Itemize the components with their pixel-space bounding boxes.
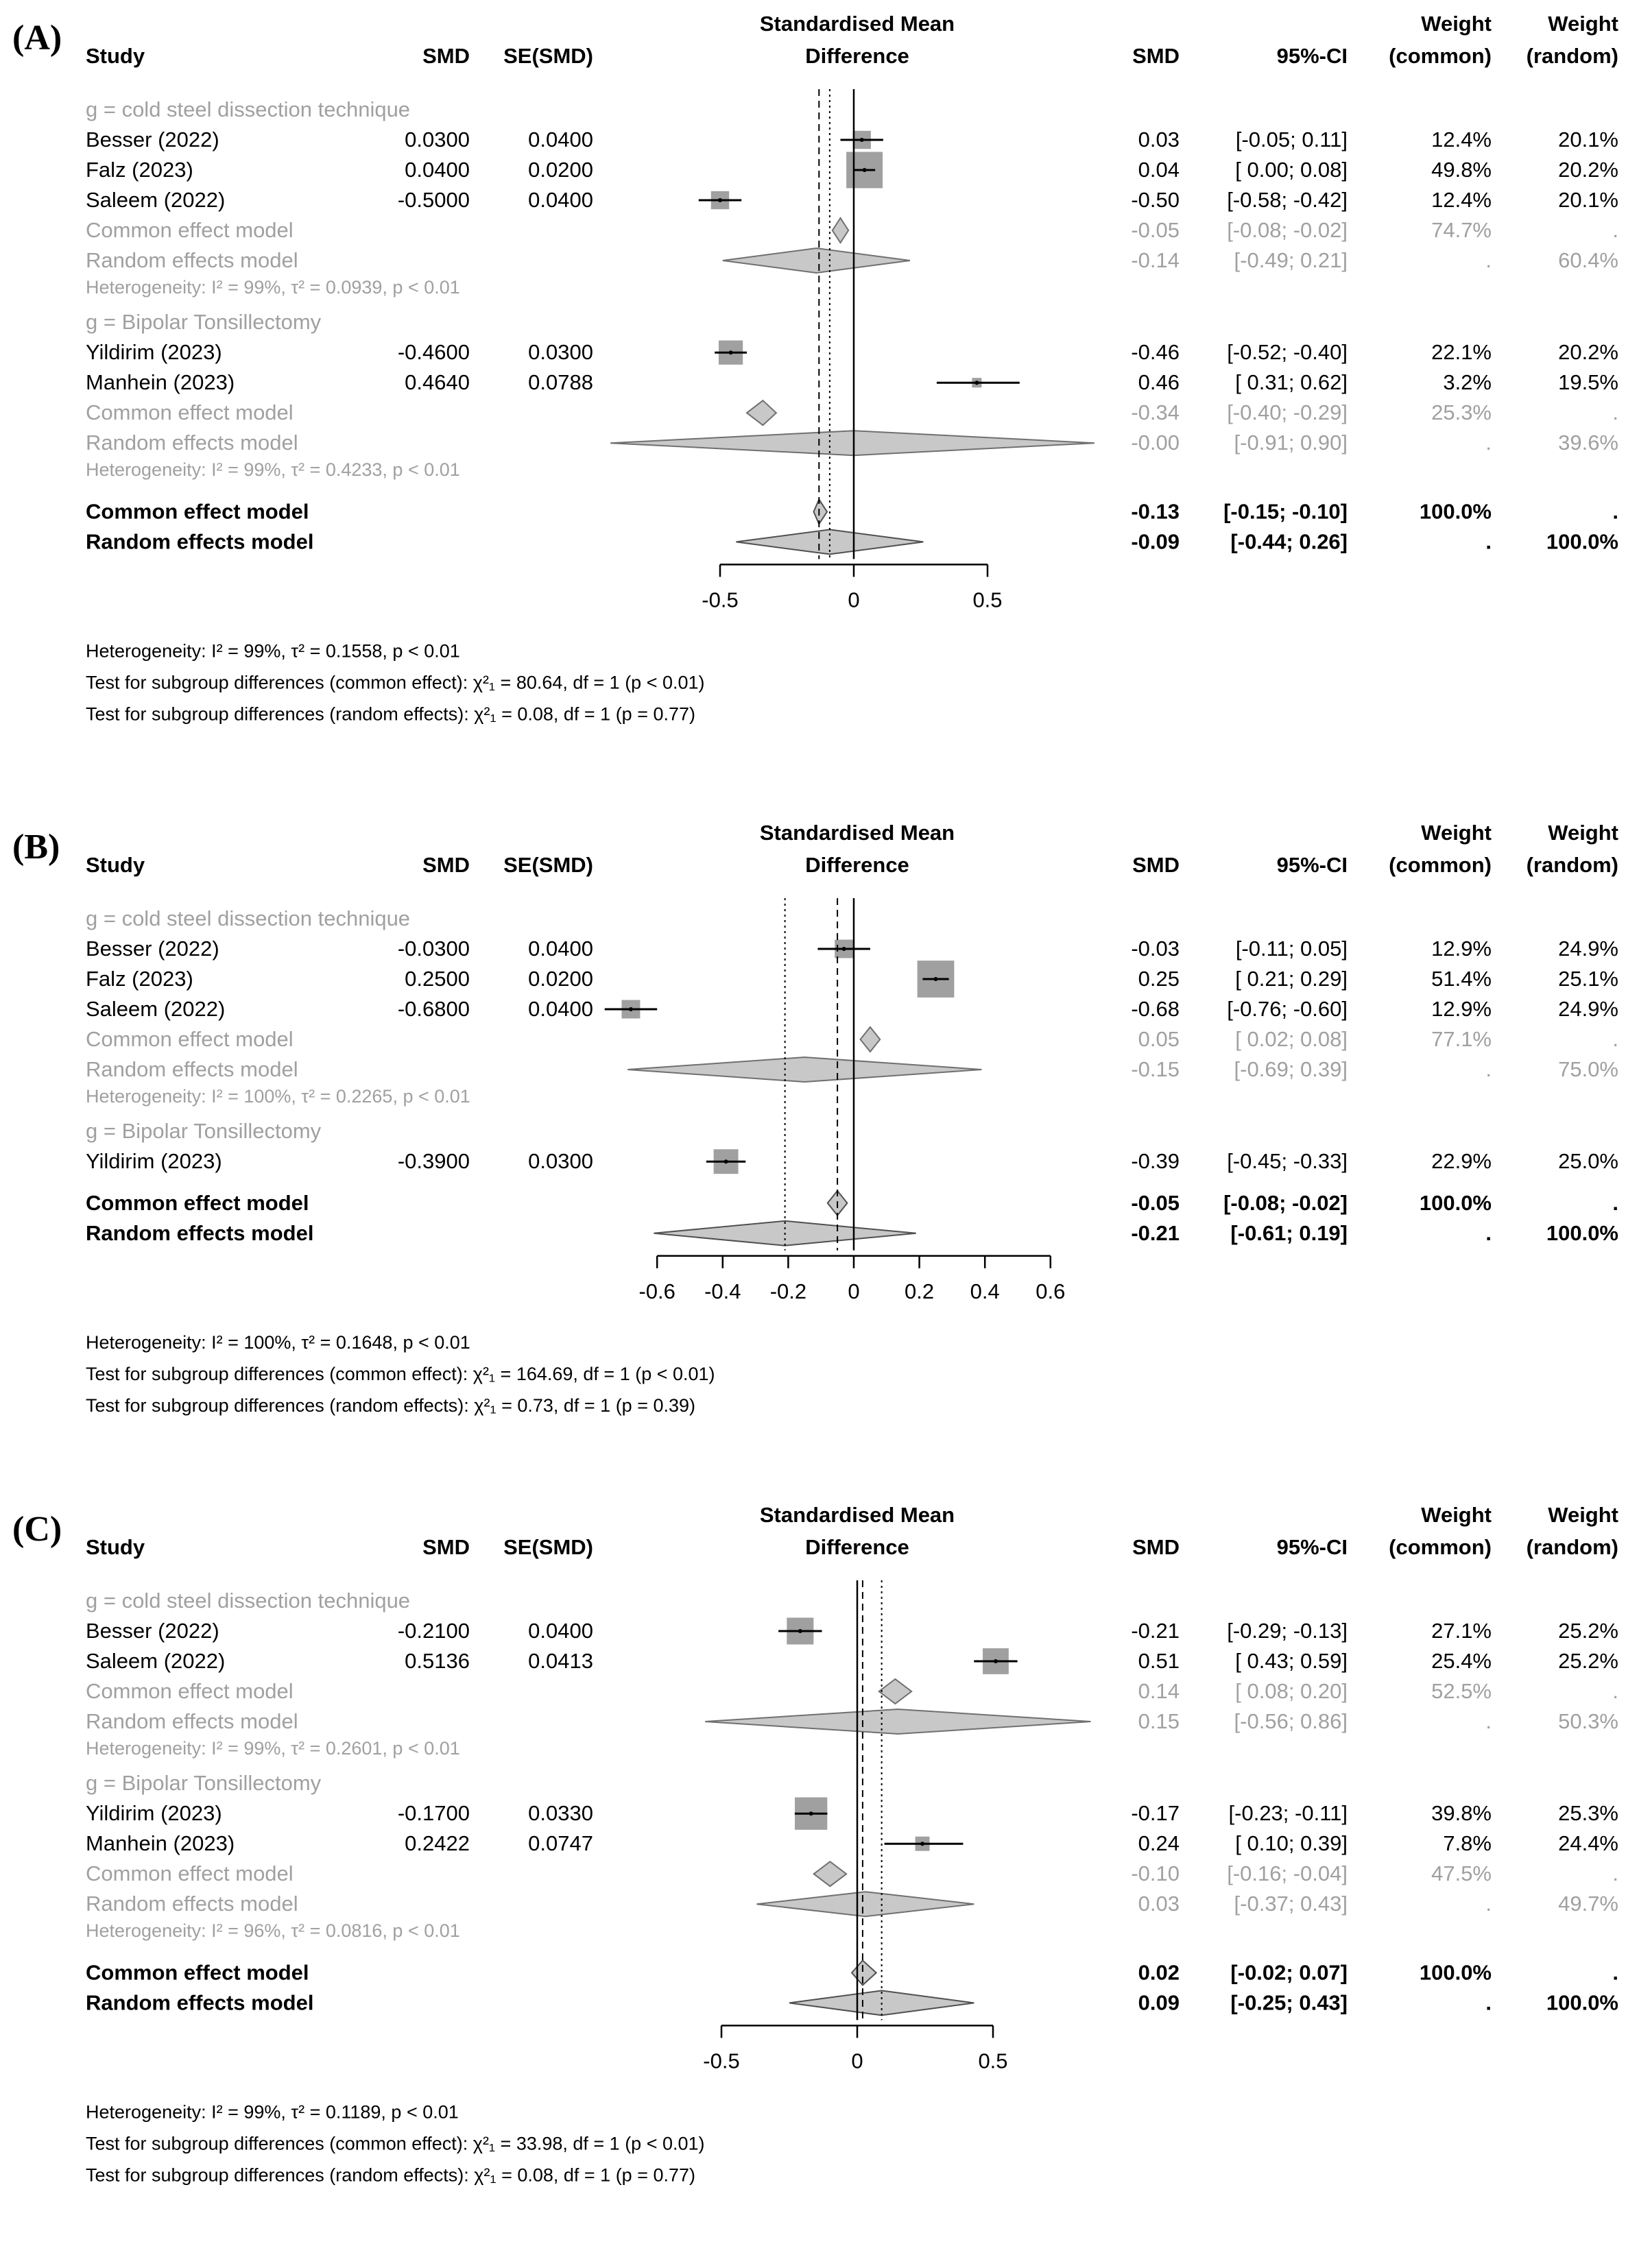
summary-diamond [852,1960,876,1985]
forest-panel-a [12,12,1618,724]
ci-value: [-0.52; -0.40] [1227,340,1348,365]
footer-line: Heterogeneity: I² = 99%, τ² = 0.1189, p < 0.01 [86,2101,459,2123]
ci-value: [-0.23; -0.11] [1228,1801,1348,1826]
subgroup-title: g = cold steel dissection technique [86,97,411,121]
ci-value: [ 0.21; 0.29] [1235,967,1348,991]
ci-value: [-0.02; 0.07] [1230,1960,1348,1985]
x-axis-tick-label: -0.4 [704,1279,741,1303]
study-point [860,138,864,142]
ci-value: [ 0.00; 0.08] [1235,158,1348,182]
subgroup-common-label: Common effect model [86,218,294,242]
study-name: Saleem (2022) [86,188,226,212]
footer-line: Heterogeneity: I² = 100%, τ² = 0.1648, p < 0.01 [86,1331,470,1353]
weight-common-value: 47.5% [1431,1861,1492,1886]
study-smd: -0.3900 [397,1149,470,1174]
subgroup-common-label: Common effect model [86,1861,294,1886]
estimate-value: -0.15 [1131,1057,1180,1081]
weight-common-value: 25.4% [1431,1649,1492,1673]
overall-random-label: Random effects model [86,1220,314,1245]
weight-common-value: 7.8% [1443,1831,1492,1856]
header-weight-random: Weight [1548,12,1618,36]
estimate-value: -0.21 [1131,1220,1180,1245]
study-se: 0.0747 [528,1831,593,1856]
weight-random-value: 25.3% [1558,1801,1618,1826]
ci-value: [ 0.10; 0.39] [1235,1831,1348,1856]
header-smd-estimate: SMD [1132,1535,1180,1559]
estimate-value: -0.09 [1131,529,1180,554]
study-se: 0.0400 [528,1619,593,1643]
ci-value: [-0.37; 0.43] [1234,1892,1348,1916]
weight-common-value: 49.8% [1431,158,1492,182]
estimate-value: 0.25 [1138,967,1180,991]
weight-common-value: . [1485,1709,1492,1733]
header-weight-common: Weight [1421,821,1492,845]
ci-value: [-0.05; 0.11] [1235,128,1348,152]
footer-line: Test for subgroup differences (random effects): χ²₁ = 0.08, df = 1 (p = 0.77) [86,2164,696,2186]
ci-value: [-0.56; 0.86] [1234,1709,1348,1733]
ci-value: [-0.11; 0.05] [1235,937,1348,961]
overall-random-label: Random effects model [86,1990,314,2015]
weight-random-value: 24.9% [1558,937,1618,961]
summary-diamond [627,1057,981,1082]
weight-common-value: 22.1% [1431,340,1492,365]
estimate-value: 0.04 [1138,158,1180,182]
estimate-value: -0.50 [1131,188,1180,212]
ci-value: [-0.58; -0.42] [1227,188,1348,212]
x-axis-tick-label: -0.5 [702,588,739,612]
header-weight-random: (random) [1526,44,1618,68]
study-point [974,381,979,385]
weight-common-value: 12.9% [1431,937,1492,961]
header-study: Study [86,1535,145,1559]
footer-line: Heterogeneity: I² = 99%, τ² = 0.1558, p < 0.01 [86,640,460,662]
weight-common-value: . [1485,431,1492,455]
study-smd: 0.4640 [405,370,470,395]
study-smd: -0.2100 [397,1619,470,1643]
study-name: Falz (2023) [86,967,193,991]
header-ci: 95%-CI [1276,853,1348,877]
estimate-value: 0.02 [1138,1960,1180,1985]
ci-value: [ 0.08; 0.20] [1235,1679,1348,1703]
subgroup-common-label: Common effect model [86,1027,294,1051]
estimate-value: 0.46 [1138,370,1180,395]
subgroup-title: g = Bipolar Tonsillectomy [86,1119,322,1144]
weight-common-value: 52.5% [1431,1679,1492,1703]
study-point [718,198,722,202]
study-name: Saleem (2022) [86,1649,226,1673]
study-se: 0.0200 [528,967,593,991]
footer-line: Test for subgroup differences (common effect): χ²₁ = 80.64, df = 1 (p < 0.01) [86,672,705,693]
weight-random-value: . [1612,499,1618,524]
estimate-value: 0.05 [1138,1027,1180,1051]
estimate-value: 0.24 [1138,1831,1180,1856]
header-weight-common: Weight [1421,12,1492,36]
header-se: SE(SMD) [503,853,593,877]
x-axis-tick-label: 0.6 [1036,1279,1066,1303]
header-ci: 95%-CI [1276,44,1348,68]
estimate-value: 0.03 [1138,1892,1180,1916]
study-name: Besser (2022) [86,128,219,152]
summary-diamond [879,1679,912,1704]
ci-value: [-0.40; -0.29] [1227,400,1348,425]
estimate-value: -0.21 [1131,1619,1180,1643]
footer-line: Test for subgroup differences (common effect): χ²₁ = 33.98, df = 1 (p < 0.01) [86,2133,705,2154]
forest-panel-c [12,1503,1618,2185]
header-smd: SMD [422,1535,470,1559]
subgroup-title: g = Bipolar Tonsillectomy [86,310,322,335]
study-se: 0.0400 [528,997,593,1021]
study-se: 0.0400 [528,188,593,212]
overall-random-label: Random effects model [86,529,314,554]
study-point [724,1159,728,1163]
ci-value: [-0.45; -0.33] [1227,1149,1348,1174]
estimate-value: -0.10 [1131,1861,1180,1886]
header-weight-random: Weight [1548,1503,1618,1527]
x-axis-tick-label: 0.5 [978,2049,1008,2073]
footer-line: Test for subgroup differences (random effects): χ²₁ = 0.73, df = 1 (p = 0.39) [86,1395,696,1416]
ci-value: [-0.49; 0.21] [1234,248,1348,272]
ci-value: [-0.61; 0.19] [1230,1220,1348,1245]
weight-common-value: 51.4% [1431,967,1492,991]
header-smd-estimate: SMD [1132,44,1180,68]
weight-random-value: . [1612,1861,1618,1886]
weight-random-value: 19.5% [1558,370,1618,395]
study-smd: -0.4600 [397,340,470,365]
study-se: 0.0300 [528,1149,593,1174]
weight-common-value: 25.3% [1431,400,1492,425]
weight-common-value: . [1485,1220,1492,1245]
estimate-value: 0.15 [1138,1709,1180,1733]
summary-diamond [705,1709,1090,1734]
header-plot-title: Difference [805,853,909,877]
header-se: SE(SMD) [503,1535,593,1559]
subgroup-heterogeneity: Heterogeneity: I² = 99%, τ² = 0.2601, p < 0.01 [86,1738,460,1759]
ci-value: [-0.69; 0.39] [1234,1057,1348,1081]
weight-random-value: 75.0% [1558,1057,1618,1081]
study-smd: -0.5000 [397,188,470,212]
weight-common-value: 100.0% [1419,1960,1492,1985]
estimate-value: -0.39 [1131,1149,1180,1174]
estimate-value: -0.46 [1131,340,1180,365]
study-name: Falz (2023) [86,158,193,182]
subgroup-title: g = cold steel dissection technique [86,906,411,930]
weight-common-value: . [1485,248,1492,272]
x-axis-tick-label: 0 [848,588,860,612]
weight-random-value: . [1612,1190,1618,1215]
ci-value: [-0.44; 0.26] [1230,529,1348,554]
subgroup-heterogeneity: Heterogeneity: I² = 100%, τ² = 0.2265, p < 0.01 [86,1086,470,1107]
study-point [920,1842,924,1846]
study-se: 0.0400 [528,128,593,152]
weight-random-value: 100.0% [1546,1220,1618,1245]
study-name: Besser (2022) [86,937,219,961]
weight-random-value: 60.4% [1558,248,1618,272]
study-smd: 0.2500 [405,967,470,991]
header-weight-common: Weight [1421,1503,1492,1527]
study-name: Manhein (2023) [86,1831,235,1856]
weight-common-value: . [1485,529,1492,554]
study-name: Yildirim (2023) [86,1149,222,1174]
header-study: Study [86,44,145,68]
weight-random-value: . [1612,1027,1618,1051]
x-axis-tick-label: 0.4 [970,1279,1000,1303]
estimate-value: -0.34 [1131,400,1180,425]
estimate-value: 0.03 [1138,128,1180,152]
study-se: 0.0400 [528,937,593,961]
weight-random-value: 49.7% [1558,1892,1618,1916]
weight-random-value: 50.3% [1558,1709,1618,1733]
subgroup-heterogeneity: Heterogeneity: I² = 96%, τ² = 0.0816, p < 0.01 [86,1920,460,1942]
header-plot-title: Standardised Mean [759,12,955,36]
study-se: 0.0330 [528,1801,593,1826]
study-point [934,977,938,981]
header-smd-estimate: SMD [1132,853,1180,877]
x-axis-tick-label: -0.5 [703,2049,740,2073]
study-smd: 0.5136 [405,1649,470,1673]
subgroup-heterogeneity: Heterogeneity: I² = 99%, τ² = 0.4233, p < 0.01 [86,459,460,481]
study-smd: -0.6800 [397,997,470,1021]
x-axis-tick-label: 0.5 [972,588,1003,612]
x-axis-tick-label: 0 [848,1279,860,1303]
estimate-value: 0.51 [1138,1649,1180,1673]
header-ci: 95%-CI [1276,1535,1348,1559]
x-axis-tick-label: -0.2 [769,1279,807,1303]
panel-label: (A) [12,19,62,58]
header-weight-common: (common) [1389,1535,1492,1559]
ci-value: [-0.16; -0.04] [1227,1861,1348,1886]
forest-panel-b [12,821,1618,1416]
header-weight-random: (random) [1526,1535,1618,1559]
estimate-value: -0.05 [1131,1190,1180,1215]
header-se: SE(SMD) [503,44,593,68]
ci-value: [-0.91; 0.90] [1234,431,1348,455]
study-se: 0.0300 [528,340,593,365]
subgroup-common-label: Common effect model [86,400,294,425]
x-axis-tick-label: 0.2 [905,1279,935,1303]
x-axis-tick-label: -0.6 [638,1279,675,1303]
ci-value: [-0.15; -0.10] [1223,499,1348,524]
weight-common-value: 12.4% [1431,188,1492,212]
weight-common-value: 77.1% [1431,1027,1492,1051]
subgroup-heterogeneity: Heterogeneity: I² = 99%, τ² = 0.0939, p < 0.01 [86,277,460,298]
study-point [798,1629,802,1633]
estimate-value: -0.68 [1131,997,1180,1021]
study-name: Saleem (2022) [86,997,226,1021]
header-plot-title: Difference [805,44,909,68]
weight-common-value: 22.9% [1431,1149,1492,1174]
study-point [863,168,867,172]
estimate-value: 0.09 [1138,1990,1180,2015]
weight-random-value: 100.0% [1546,529,1618,554]
weight-random-value: . [1612,1960,1618,1985]
ci-value: [ 0.31; 0.62] [1235,370,1348,395]
weight-common-value: 27.1% [1431,1619,1492,1643]
weight-common-value: 39.8% [1431,1801,1492,1826]
weight-random-value: 25.0% [1558,1149,1618,1174]
header-weight-common: (common) [1389,853,1492,877]
x-axis-tick-label: 0 [851,2049,863,2073]
weight-common-value: . [1485,1990,1492,2015]
panel-label: (B) [12,828,60,867]
study-se: 0.0788 [528,370,593,395]
summary-diamond [814,499,828,524]
weight-random-value: 20.1% [1558,128,1618,152]
footer-line: Test for subgroup differences (random effects): χ²₁ = 0.08, df = 1 (p = 0.77) [86,703,696,725]
header-weight-random: (random) [1526,853,1618,877]
estimate-value: -0.00 [1131,431,1180,455]
subgroup-random-label: Random effects model [86,248,298,272]
estimate-value: 0.14 [1138,1679,1180,1703]
weight-random-value: 20.2% [1558,340,1618,365]
ci-value: [-0.76; -0.60] [1227,997,1348,1021]
summary-diamond [833,218,848,243]
overall-common-label: Common effect model [86,1190,309,1215]
study-smd: 0.0300 [405,128,470,152]
weight-random-value: . [1612,1679,1618,1703]
summary-diamond [861,1027,881,1052]
subgroup-common-label: Common effect model [86,1679,294,1703]
study-name: Yildirim (2023) [86,1801,222,1826]
overall-common-label: Common effect model [86,499,309,524]
study-smd: 0.2422 [405,1831,470,1856]
weight-random-value: 20.1% [1558,188,1618,212]
weight-common-value: 100.0% [1419,1190,1492,1215]
ci-value: [-0.29; -0.13] [1227,1619,1348,1643]
estimate-value: -0.14 [1131,248,1180,272]
estimate-value: -0.17 [1131,1801,1180,1826]
study-point [809,1811,813,1815]
overall-common-label: Common effect model [86,1960,309,1985]
weight-common-value: . [1485,1057,1492,1081]
weight-common-value: 12.9% [1431,997,1492,1021]
weight-random-value: 25.2% [1558,1649,1618,1673]
study-point [994,1659,998,1663]
summary-diamond [756,1892,974,1916]
header-plot-title: Standardised Mean [759,1503,955,1527]
study-smd: -0.0300 [397,937,470,961]
study-point [729,350,733,354]
header-smd: SMD [422,44,470,68]
study-name: Manhein (2023) [86,370,235,395]
weight-random-value: 39.6% [1558,431,1618,455]
subgroup-title: g = cold steel dissection technique [86,1589,411,1613]
summary-diamond [814,1861,847,1886]
subgroup-title: g = Bipolar Tonsillectomy [86,1771,322,1796]
study-point [842,947,846,951]
weight-common-value: 74.7% [1431,218,1492,242]
weight-random-value: 25.1% [1558,967,1618,991]
weight-random-value: 25.2% [1558,1619,1618,1643]
panel-label: (C) [12,1510,62,1549]
study-point [629,1007,633,1011]
weight-common-value: 12.4% [1431,128,1492,152]
ci-value: [-0.08; -0.02] [1227,218,1348,242]
weight-common-value: 3.2% [1443,370,1492,395]
study-se: 0.0413 [528,1649,593,1673]
weight-common-value: 100.0% [1419,499,1492,524]
summary-diamond [610,431,1094,455]
study-name: Besser (2022) [86,1619,219,1643]
header-plot-title: Standardised Mean [759,821,955,845]
estimate-value: -0.05 [1131,218,1180,242]
subgroup-random-label: Random effects model [86,431,298,455]
estimate-value: -0.03 [1131,937,1180,961]
ci-value: [ 0.43; 0.59] [1235,1649,1348,1673]
study-name: Yildirim (2023) [86,340,222,365]
weight-random-value: 20.2% [1558,158,1618,182]
header-smd: SMD [422,853,470,877]
weight-random-value: . [1612,218,1618,242]
estimate-value: -0.13 [1131,499,1180,524]
weight-random-value: 24.4% [1558,1831,1618,1856]
weight-common-value: . [1485,1892,1492,1916]
ci-value: [ 0.02; 0.08] [1235,1027,1348,1051]
summary-diamond [747,400,776,425]
header-weight-common: (common) [1389,44,1492,68]
footer-line: Test for subgroup differences (common effect): χ²₁ = 164.69, df = 1 (p < 0.01) [86,1363,715,1384]
subgroup-random-label: Random effects model [86,1709,298,1733]
ci-value: [-0.25; 0.43] [1230,1990,1348,2015]
weight-random-value: 24.9% [1558,997,1618,1021]
header-study: Study [86,853,145,877]
weight-random-value: 100.0% [1546,1990,1618,2015]
ci-value: [-0.08; -0.02] [1223,1190,1348,1215]
subgroup-random-label: Random effects model [86,1892,298,1916]
header-weight-random: Weight [1548,821,1618,845]
study-se: 0.0200 [528,158,593,182]
summary-diamond [723,248,910,273]
weight-random-value: . [1612,400,1618,425]
study-smd: 0.0400 [405,158,470,182]
study-smd: -0.1700 [397,1801,470,1826]
header-plot-title: Difference [805,1535,909,1559]
subgroup-random-label: Random effects model [86,1057,298,1081]
